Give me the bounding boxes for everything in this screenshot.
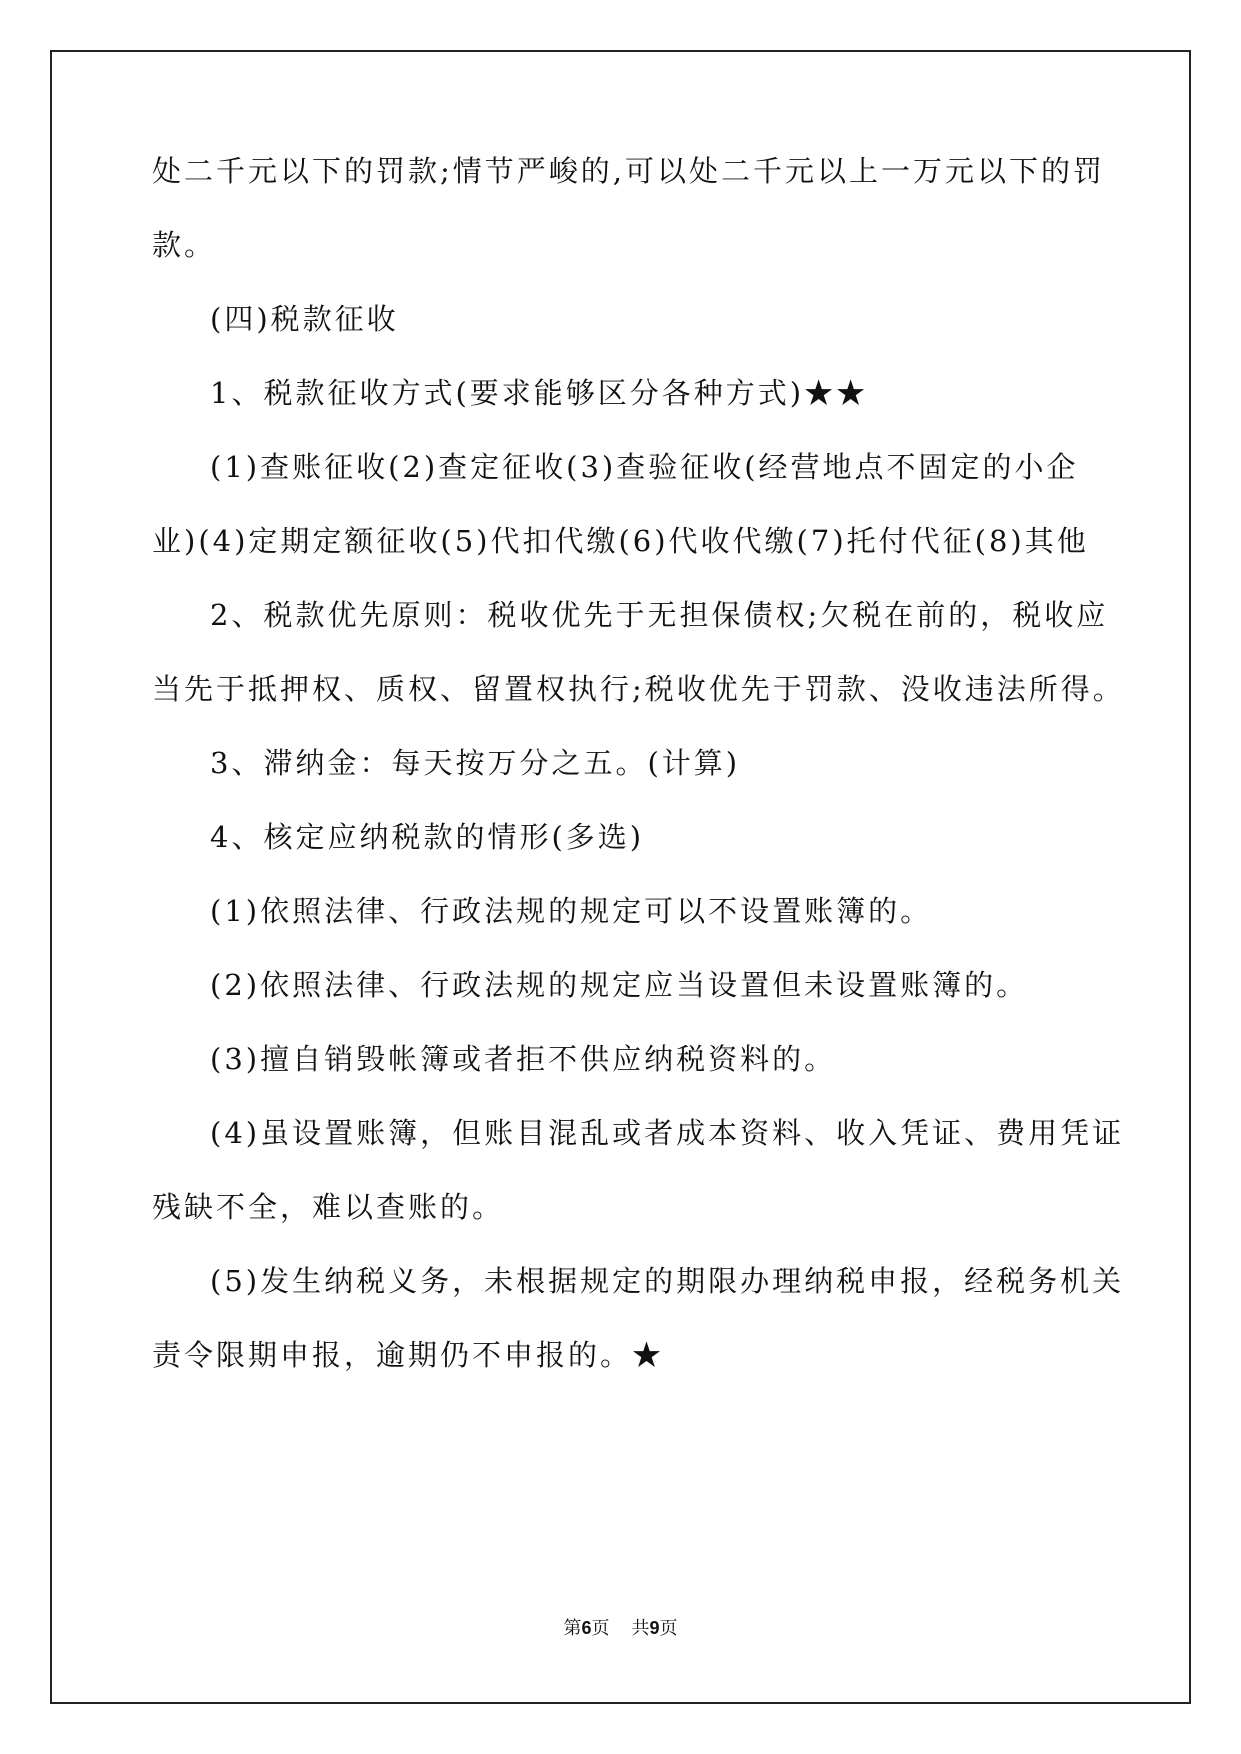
page-frame (50, 50, 1191, 1704)
total-pages-number: 9 (649, 1618, 660, 1638)
subsection-heading: 3、滞纳金：每天按万分之五。(计算) (210, 746, 741, 780)
page-footer (0, 1618, 1241, 1639)
list-item: (4)虽设置账簿，但账目混乱或者成本资料、收入凭证、费用凭证 (210, 1116, 1125, 1150)
paragraph-line: 业)(4)定期定额征收(5)代扣代缴(6)代收代缴(7)托付代征(8)其他 (152, 524, 1089, 558)
current-page-number: 6 (581, 1618, 592, 1638)
section-heading: (四)税款征收 (210, 302, 399, 336)
footer-total-prefix: 共 (631, 1618, 650, 1639)
list-item-continuation: 责令限期申报，逾期仍不申报的。★ (152, 1338, 665, 1372)
subsection-heading: 4、核定应纳税款的情形(多选) (210, 820, 645, 854)
list-item-continuation: 残缺不全，难以查账的。 (152, 1190, 505, 1224)
paragraph-line: 款。 (152, 228, 217, 262)
paragraph-line: 当先于抵押权、质权、留置权执行;税收优先于罚款、没收违法所得。 (152, 672, 1125, 706)
subsection-heading: 1、税款征收方式(要求能够区分各种方式)★★ (210, 376, 869, 410)
list-item: (5)发生纳税义务，未根据规定的期限办理纳税申报，经税务机关 (210, 1264, 1125, 1298)
list-item: (3)擅自销毁帐簿或者拒不供应纳税资料的。 (210, 1042, 837, 1076)
paragraph-line: 处二千元以下的罚款;情节严峻的,可以处二千元以上一万元以下的罚 (152, 154, 1105, 188)
footer-page-unit: 页 (591, 1618, 610, 1639)
subsection-heading: 2、税款优先原则：税收优先于无担保债权;欠税在前的，税收应 (210, 598, 1109, 632)
footer-total-unit: 页 (659, 1618, 678, 1639)
list-item: (2)依照法律、行政法规的规定应当设置但未设置账簿的。 (210, 968, 1029, 1002)
paragraph-line: (1)查账征收(2)查定征收(3)查验征收(经营地点不固定的小企 (210, 450, 1079, 484)
footer-prefix: 第 (563, 1618, 582, 1639)
list-item: (1)依照法律、行政法规的规定可以不设置账簿的。 (210, 894, 933, 928)
